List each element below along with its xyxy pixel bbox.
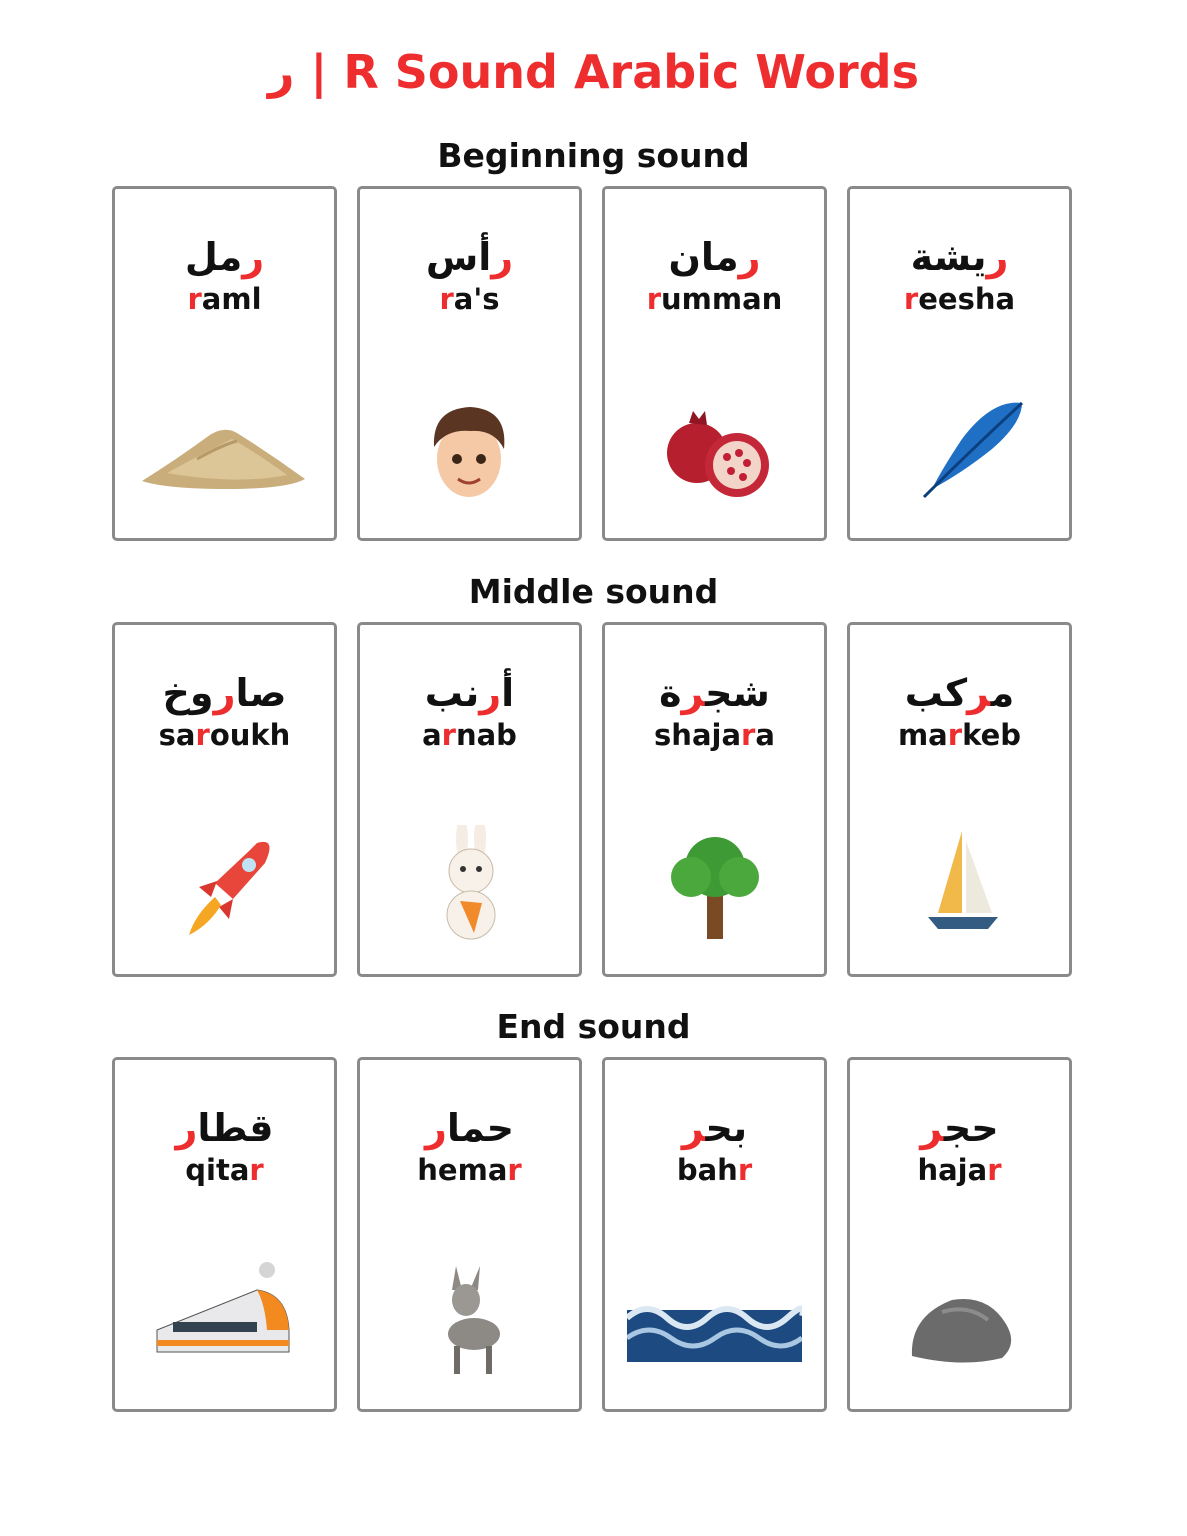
section-heading: Beginning sound (437, 136, 750, 175)
arabic-word (850, 669, 1069, 717)
latin-part-pre: bah (676, 1153, 738, 1187)
word-card (112, 622, 337, 977)
arabic-word (605, 669, 824, 717)
arabic-part-pre: شج (705, 671, 770, 715)
arabic-word (850, 1104, 1069, 1152)
word-card (357, 1057, 582, 1412)
latin-part-mid: r (507, 1153, 522, 1187)
arabic-word (605, 233, 824, 281)
sand-pile-icon (137, 389, 312, 509)
arabic-part-mid: ر (986, 235, 1009, 279)
arabic-part-mid: ر (681, 671, 706, 715)
arabic-part-pre: قطا (197, 1106, 274, 1150)
arabic-part-mid: ر (242, 235, 265, 279)
arabic-part-post: ة (659, 671, 682, 715)
rabbit-icon (382, 825, 557, 945)
word-card (847, 622, 1072, 977)
transliteration (605, 1152, 824, 1188)
latin-part-mid: r (439, 282, 454, 316)
arabic-word (115, 233, 334, 281)
arabic-word (360, 1104, 579, 1152)
sea-waves-icon (627, 1260, 802, 1380)
transliteration (115, 281, 334, 317)
arabic-part-mid: ر (213, 671, 236, 715)
transliteration (360, 281, 579, 317)
transliteration (360, 717, 579, 753)
arabic-part-pre: م (990, 671, 1015, 715)
transliteration (605, 281, 824, 317)
transliteration (115, 1152, 334, 1188)
arabic-word (115, 1104, 334, 1152)
latin-part-post: a's (453, 282, 500, 316)
latin-part-pre: haja (917, 1153, 988, 1187)
latin-part-post: keb (962, 718, 1022, 752)
transliteration (850, 1152, 1069, 1188)
arabic-part-post: مل (184, 235, 243, 279)
tree-icon (627, 825, 802, 945)
latin-part-pre: ma (897, 718, 948, 752)
word-card (847, 186, 1072, 541)
transliteration (360, 1152, 579, 1188)
rock-icon (872, 1260, 1047, 1380)
rocket-icon (137, 825, 312, 945)
word-card (847, 1057, 1072, 1412)
arabic-part-mid: ر (920, 1106, 944, 1150)
latin-part-mid: r (195, 718, 210, 752)
arabic-word (605, 1104, 824, 1152)
transliteration (115, 717, 334, 753)
arabic-part-mid: ر (479, 671, 502, 715)
pomegranate-icon (627, 389, 802, 509)
word-card (602, 186, 827, 541)
latin-part-mid: r (737, 1153, 753, 1187)
transliteration (605, 717, 824, 753)
arabic-part-post: مان (668, 235, 739, 279)
latin-part-post: oukh (209, 718, 291, 752)
arabic-part-pre: أ (501, 671, 515, 715)
arabic-part-mid: ر (738, 235, 761, 279)
latin-part-pre: sa (158, 718, 196, 752)
arabic-word (360, 233, 579, 281)
arabic-part-post: كب (904, 671, 968, 715)
card-row (112, 622, 1076, 980)
section-heading: Middle sound (468, 572, 719, 611)
arabic-part-mid: ر (424, 1106, 447, 1150)
latin-part-pre: a (422, 718, 442, 752)
latin-part-mid: r (947, 718, 963, 752)
card-row (112, 186, 1076, 544)
word-card (112, 186, 337, 541)
latin-part-post: umman (661, 282, 783, 316)
arabic-word (360, 669, 579, 717)
arabic-part-post: يشة (910, 235, 987, 279)
arabic-part-mid: ر (681, 1106, 706, 1150)
page-title: ر | R Sound Arabic Words (268, 45, 919, 99)
latin-part-pre: shaja (654, 718, 742, 752)
arabic-part-mid: ر (491, 235, 514, 279)
latin-part-post: nab (455, 718, 517, 752)
word-card (602, 622, 827, 977)
arabic-part-pre: بح (705, 1106, 748, 1150)
arabic-word (115, 669, 334, 717)
word-card (112, 1057, 337, 1412)
arabic-part-pre: حج (943, 1106, 999, 1150)
latin-part-mid: r (741, 718, 756, 752)
latin-part-post: a (755, 718, 775, 752)
latin-part-post: aml (201, 282, 262, 316)
sailboat-icon (872, 825, 1047, 945)
transliteration (850, 717, 1069, 753)
word-card (357, 622, 582, 977)
section-heading: End sound (496, 1007, 691, 1046)
word-card (602, 1057, 827, 1412)
arabic-part-post: نب (424, 671, 480, 715)
donkey-icon (382, 1260, 557, 1380)
arabic-part-post: وخ (162, 671, 214, 715)
arabic-part-post: أس (425, 235, 492, 279)
word-card (357, 186, 582, 541)
transliteration (850, 281, 1069, 317)
latin-part-pre: hema (417, 1153, 508, 1187)
latin-part-post: eesha (918, 282, 1016, 316)
arabic-part-pre: صا (235, 671, 287, 715)
latin-part-mid: r (646, 282, 661, 316)
boy-head-icon (382, 389, 557, 509)
card-row (112, 1057, 1076, 1415)
latin-part-mid: r (903, 282, 919, 316)
latin-part-mid: r (187, 282, 202, 316)
arabic-part-mid: ر (967, 671, 991, 715)
arabic-part-pre: حما (446, 1106, 515, 1150)
arabic-part-mid: ر (175, 1106, 198, 1150)
arabic-word (850, 233, 1069, 281)
latin-part-mid: r (249, 1153, 264, 1187)
latin-part-pre: qita (185, 1153, 250, 1187)
latin-part-mid: r (441, 718, 456, 752)
blue-feather-icon (872, 389, 1047, 509)
latin-part-mid: r (987, 1153, 1002, 1187)
train-icon (137, 1260, 312, 1380)
